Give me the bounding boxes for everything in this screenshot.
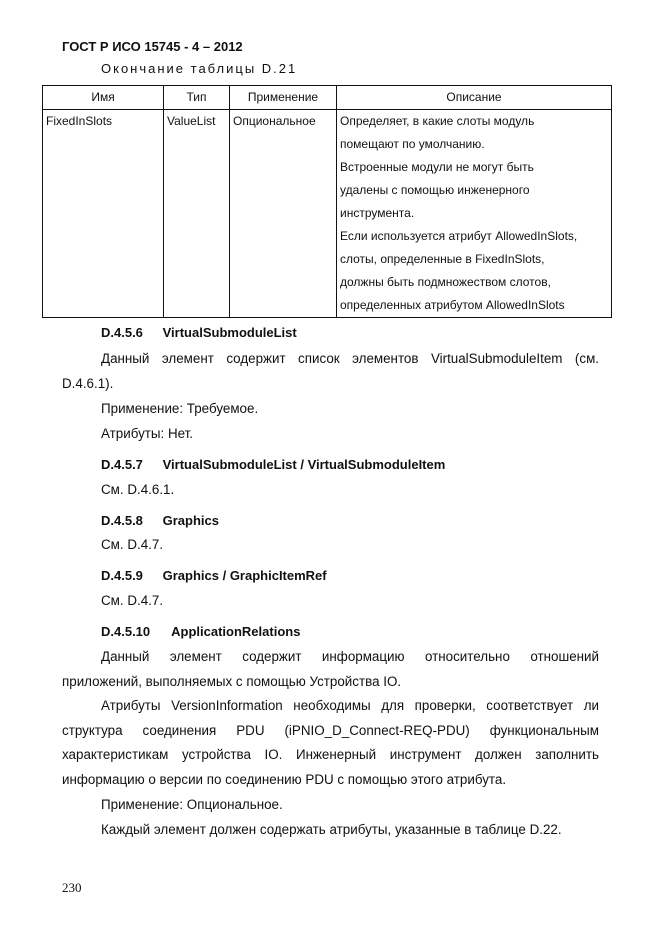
- paragraph: Данный элемент содержит список элементов VirtualSubmoduleItem (см. D.4.6.1).: [62, 351, 599, 391]
- description-line: помещают по умолчанию.: [340, 137, 485, 151]
- section-number: D.4.5.6: [101, 325, 143, 340]
- section-heading: [101, 457, 445, 472]
- section-title: Graphics / GraphicItemRef: [162, 568, 327, 583]
- description-line: Встроенные модули не могут быть: [340, 160, 534, 174]
- section-title: VirtualSubmoduleList / VirtualSubmoduleItem: [162, 457, 446, 472]
- cell-type: ValueList: [164, 110, 230, 318]
- description-line: Если используется атрибут AllowedInSlots,: [340, 229, 578, 243]
- paragraph: См. D.4.6.1.: [101, 482, 175, 497]
- paragraph: Атрибуты VersionInformation необходимы для проверки, соответствует ли структура соединения PDU (iPNIO_D_Connect-REQ-PDU) функциональным характеристикам устройства IO. Инженерный инструмент должен заполнить информацию о версии по соединению PDU с помощью этого атрибута.: [62, 698, 599, 787]
- paragraph: Применение: Требуемое.: [101, 401, 259, 416]
- description-line: удалены с помощью инженерного: [340, 183, 530, 197]
- section-number: D.4.5.10: [101, 624, 151, 639]
- description-line: Определяет, в какие слоты модуль: [340, 114, 535, 128]
- page-number: 230: [62, 880, 82, 895]
- section-heading: [101, 624, 300, 639]
- table-row: [43, 110, 612, 318]
- paragraph: Применение: Опциональное.: [101, 797, 283, 812]
- paragraph: См. D.4.7.: [101, 593, 164, 608]
- description-line: должны быть подмножеством слотов,: [340, 275, 551, 289]
- section-title: VirtualSubmoduleList: [162, 325, 297, 340]
- paragraph: Атрибуты: Нет.: [101, 426, 194, 441]
- section-number: D.4.5.7: [101, 457, 143, 472]
- column-header-name: Имя: [43, 86, 164, 110]
- cell-name: FixedInSlots: [43, 110, 164, 318]
- attributes-table: [42, 85, 612, 318]
- table-caption: Окончание таблицы D.21: [101, 61, 298, 76]
- column-header-type: Тип: [164, 86, 230, 110]
- cell-description: [337, 110, 612, 318]
- section-title: Graphics: [162, 513, 219, 528]
- section-heading: [101, 325, 297, 340]
- section-number: D.4.5.8: [101, 513, 143, 528]
- column-header-description: Описание: [337, 86, 612, 110]
- column-header-usage: Применение: [230, 86, 337, 110]
- paragraph: Каждый элемент должен содержать атрибуты, указанные в таблице D.22.: [101, 822, 562, 837]
- paragraph: См. D.4.7.: [101, 537, 164, 552]
- table-header-row: [43, 86, 612, 110]
- section-number: D.4.5.9: [101, 568, 143, 583]
- description-line: определенных атрибутом AllowedInSlots: [340, 298, 565, 312]
- description-line: инструмента.: [340, 206, 415, 220]
- description-line: слоты, определенные в FixedInSlots,: [340, 252, 545, 266]
- section-heading: [101, 568, 327, 583]
- cell-usage: Опциональное: [230, 110, 337, 318]
- paragraph: Данный элемент содержит информацию относительно отношений приложений, выполняемых с помощью Устройства IO.: [62, 649, 599, 689]
- standard-designation: ГОСТ Р ИСО 15745 - 4 – 2012: [62, 39, 243, 54]
- section-heading: [101, 513, 219, 528]
- section-title: ApplicationRelations: [171, 624, 301, 639]
